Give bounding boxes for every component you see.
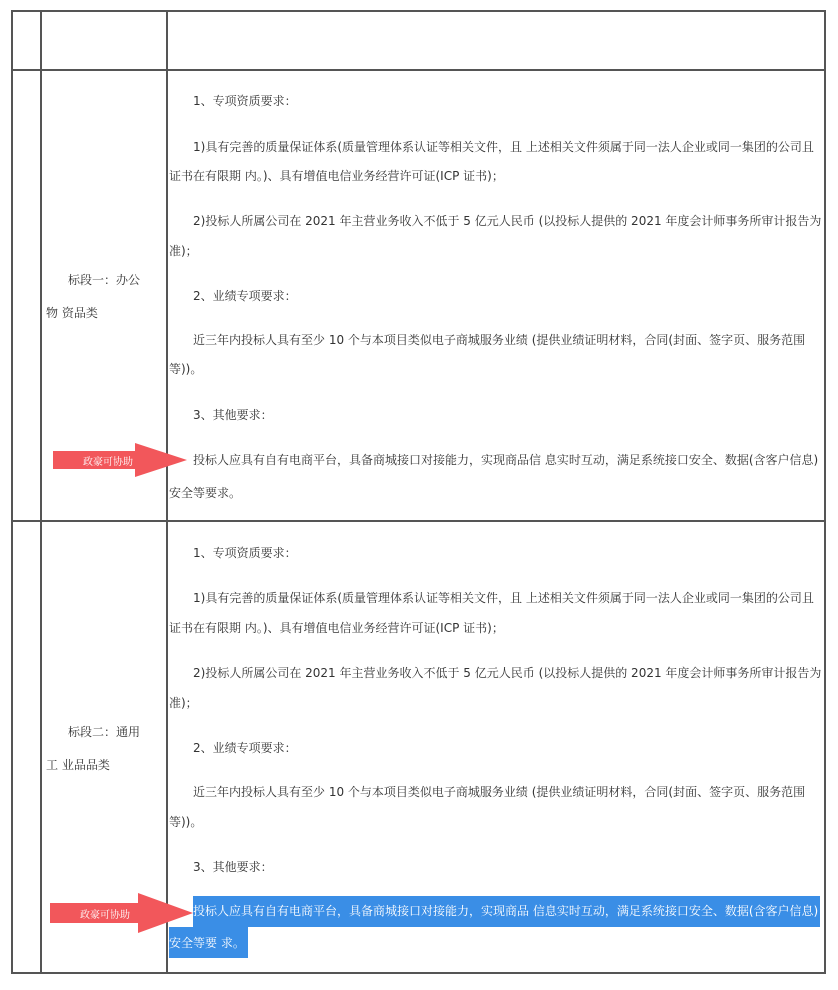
section-1-label-line1: 标段一：办公 (68, 273, 141, 287)
row-divider-2 (11, 520, 826, 522)
section-1-qualification-1-line2: 证书在有限期 内。)、具有增值电信业务经营许可证(ICP 证书)； (169, 169, 504, 183)
section-2-qualification-1-line1: 1)具有完善的质量保证体系(质量管理体系认证等相关文件，且 上述相关文件须属于同一法人企业或同一集团的公司且 (193, 591, 814, 605)
section-2-arrow-annotation (50, 893, 193, 933)
section-2-performance-line2: 等))。 (169, 815, 203, 829)
section-1-other-heading: 3、其他要求： (193, 408, 273, 422)
section-2-arrow-label: 政豪可协助 (80, 909, 130, 921)
section-2-qualification-heading: 1、专项资质要求： (193, 546, 297, 560)
section-1-performance-line1: 近三年内投标人具有至少 10 个与本项目类似电子商城服务业绩 (提供业绩证明材料，合同(封面、签字页、服务范围 (193, 333, 806, 347)
section-1-other-line1: 投标人应具有自有电商平台，具备商城接口对接能力，实现商品信 息实时互动，满足系统接口安全、数据(含客户信息) (193, 453, 819, 467)
section-2-other-heading: 3、其他要求： (193, 860, 273, 874)
section-1-qualification-2-line1: 2)投标人所属公司在 2021 年主营业务收入不低于 5 亿元人民币 (以投标人提供的 2021 年度会计师事务所审计报告为 (193, 214, 822, 228)
section-1-arrow-annotation (53, 443, 187, 477)
section-2-qualification-1-line2: 证书在有限期 内。)、具有增值电信业务经营许可证(ICP 证书)； (169, 621, 504, 635)
section-2-label-line1: 标段二：通用 (68, 725, 141, 739)
section-1-other-line2: 安全等要求。 (169, 486, 242, 500)
section-2-qualification-2-line2: 准)； (169, 696, 198, 710)
section-1-performance-heading: 2、业绩专项要求： (193, 289, 297, 303)
section-1-qualification-1-line1: 1)具有完善的质量保证体系(质量管理体系认证等相关文件，且 上述相关文件须属于同一法人企业或同一集团的公司且 (193, 140, 814, 154)
row-divider-1 (11, 69, 826, 71)
table-border-left (11, 10, 13, 974)
section-1-label-line2: 物 资品类 (46, 306, 98, 320)
section-2-label-line2: 工 业品品类 (46, 758, 110, 772)
table-border-top (11, 10, 826, 12)
section-2-label (46, 716, 158, 782)
section-1-qualification-2-line2: 准)； (169, 244, 198, 258)
column-divider-2 (166, 10, 168, 974)
column-divider-1 (40, 10, 42, 974)
section-2-other-line1: 投标人应具有自有电商平台，具备商城接口对接能力，实现商品 信息实时互动，满足系统接口安全、数据(含客户信息) (193, 904, 819, 918)
section-1-performance-line2: 等))。 (169, 362, 203, 376)
section-1-arrow-label: 政豪可协助 (83, 456, 133, 468)
section-2-performance-heading: 2、业绩专项要求： (193, 741, 297, 755)
section-1-label (46, 264, 158, 330)
section-1-qualification-heading: 1、专项资质要求： (193, 94, 297, 108)
section-2-qualification-2-line1: 2)投标人所属公司在 2021 年主营业务收入不低于 5 亿元人民币 (以投标人提供的 2021 年度会计师事务所审计报告为 (193, 666, 822, 680)
section-2-other-line2: 安全等要 求。 (169, 936, 245, 950)
section-2-performance-line1: 近三年内投标人具有至少 10 个与本项目类似电子商城服务业绩 (提供业绩证明材料，合同(封面、签字页、服务范围 (193, 785, 806, 799)
table-border-bottom (11, 972, 826, 974)
